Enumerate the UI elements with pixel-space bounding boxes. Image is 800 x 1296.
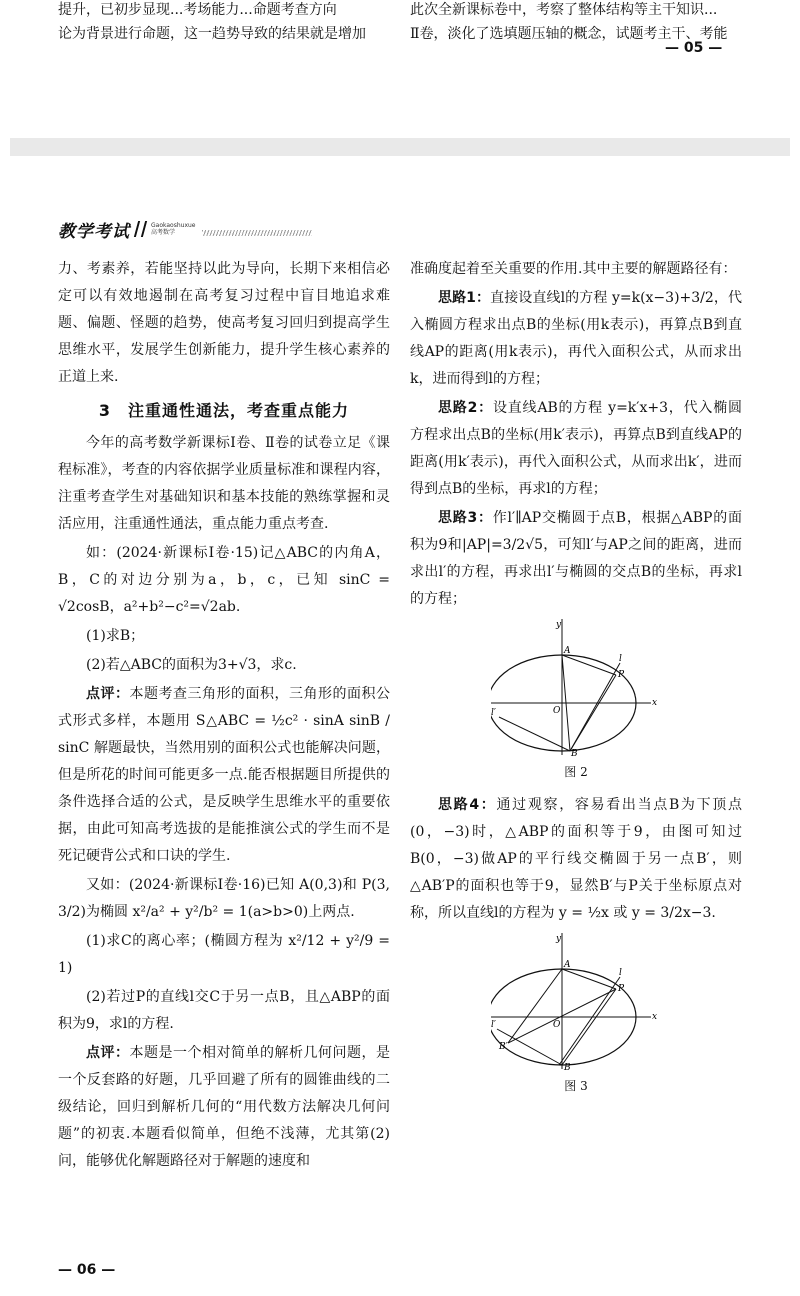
question-3: (1)求C的离心率；(椭圆方程为 x²/12 + y²/9 = 1) xyxy=(58,933,390,976)
figure-caption: 图 2 xyxy=(564,765,588,779)
approach-label: 思路1： xyxy=(438,290,491,306)
paragraph: 今年的高考数学新课标Ⅰ卷、Ⅱ卷的试卷立足《课程标准》，考查的内容依据学业质量标准和课程内容，注重考查学生对基础知识和基本技能的熟练掌握和灵活应用，注重通性通法，重点能力重点考查. xyxy=(58,435,390,532)
paragraph: 准确度起着至关重要的作用.其中主要的解题路径有： xyxy=(410,261,737,277)
figure-3 xyxy=(410,931,742,1100)
label-l-prime: l′ xyxy=(491,708,496,718)
comment-text: 本题是一个相对简单的解析几何问题，是一个反套路的好题，几乎回避了所有的圆锥曲线的二级结论，回归到解析几何的“用代数方法解决几何问题”的初衷.本题看似简单，但绝不浅薄，尤其第(2)问，能够优化解题路径对于解题的速度和 xyxy=(58,1045,390,1169)
segment-pb xyxy=(562,989,616,1065)
approach-text: 设直线AB的方程 y=k′x+3，代入椭圆方程求出点B的坐标(用k′表示)，再算点B到直线AP的距离(用k′表示)，再代入面积公式，从而求出k′，进而得到点B的坐标，再求l的方程； xyxy=(410,400,742,497)
separator-band xyxy=(10,138,790,156)
approach-2 xyxy=(410,395,742,503)
label-a: A xyxy=(564,646,571,656)
approach-label: 思路4： xyxy=(438,797,497,813)
line-l xyxy=(559,977,620,1065)
comment-label: 点评： xyxy=(86,1045,130,1061)
approach-text: 直接设直线l的方程 y=k(x−3)+3/2，代入椭圆方程求出点B的坐标(用k表示)，再算点B到直线AP的距离(用k表示)，再代入面积公式，从而求出k，进而得到l的方程； xyxy=(410,290,742,387)
label-l: l xyxy=(619,968,622,978)
comment-text: 本题考查三角形的面积，三角形的面积公式形式多样，本题用 S△ABC = ½c² · sinA sinB / sinC 解题 xyxy=(58,686,390,756)
approach-1 xyxy=(410,285,742,393)
approach-label: 思路3： xyxy=(438,510,493,526)
label-b: B xyxy=(564,1063,571,1071)
journal-header xyxy=(58,218,312,240)
example-2: 又如：(2024·新课标Ⅰ卷·16)已知 A(0,3)和 P(3, 3/2)为椭圆 x²/a² + y²/b² = 1(a>b>0)上两点. xyxy=(58,877,390,920)
ellipse-diagram-2 xyxy=(491,617,661,757)
paragraph: 力、考素养，若能坚持以此为导向，长期下来相信必定可以有效地遏制在高考复习过程中盲目地追求难题、偏题、怪题的趋势，使高考复习回归到提高学生思维水平，发展学生创新能力，提升学生核心素养的正道上来. xyxy=(58,261,390,385)
question-4: (2)若过P的直线l交C于另一点B，且△ABP的面积为9，求l的方程. xyxy=(58,989,390,1032)
comment-2 xyxy=(58,1040,390,1175)
comment-label: 点评： xyxy=(86,686,130,702)
prev-right-line: Ⅱ卷，淡化了选填题压轴的概念，试题考主干、考能 xyxy=(410,26,728,42)
approach-text: 作l′∥AP交椭圆于点B，根据△ABP的面积为9和|AP|=3/2√5，可知l′与AP之间的距离，进而求出l′的方程，再求出l′与椭圆的交点B的坐标，再求l的方程； xyxy=(410,510,742,607)
figure-caption: 图 3 xyxy=(564,1079,588,1093)
question-2: (2)若△ABC的面积为3+√3，求c. xyxy=(86,657,297,673)
label-y: y xyxy=(556,620,562,630)
journal-title xyxy=(58,217,130,242)
header-stripes xyxy=(202,230,312,236)
header-bars-icon xyxy=(134,221,147,237)
prev-right-line: 此次全新课标卷中，考察了整体结构等主干知识... xyxy=(410,2,718,18)
page-separator xyxy=(0,128,800,220)
segment-ab-prime xyxy=(508,969,562,1043)
subtitle-en: Gaokaoshuxue xyxy=(151,222,196,229)
label-a: A xyxy=(564,960,571,970)
section-heading: 3 注重通性通法，考查重点能力 xyxy=(98,401,350,420)
approach-label: 思路2： xyxy=(438,400,493,416)
approach-3 xyxy=(410,505,742,613)
previous-page-fragment xyxy=(0,0,800,60)
right-column xyxy=(410,256,742,1106)
approach-4 xyxy=(410,792,742,927)
left-column xyxy=(58,256,390,1177)
page-number-top: — 05 — xyxy=(665,40,723,56)
label-p: P xyxy=(618,984,625,994)
journal-title-text: 教学考试 xyxy=(58,221,130,242)
line-l-prime xyxy=(499,717,570,751)
figure-2 xyxy=(410,617,742,786)
label-y: y xyxy=(556,934,562,944)
label-x: x xyxy=(652,698,658,708)
label-x: x xyxy=(652,1012,658,1022)
approach-text: 通过观察，容易看出当点B为下顶点(0，−3)时，△ABP的面积等于9，由图可知过B(0，−3)做AP的平行线交椭圆于另一点B′，则△AB′P的面积也等于9，显然B′与P关于坐标原点对称，所以直线l的方程为 y = ½x 或 y = 3/2x−3. xyxy=(410,797,742,921)
label-b: B xyxy=(571,749,578,757)
prev-left-line: 提升，已初步显现...考场能力...命题考查方向 xyxy=(58,2,337,18)
page-number-bottom: — 06 — xyxy=(58,1262,116,1278)
ellipse-diagram-3 xyxy=(491,931,661,1071)
subtitle-cn: 高考数学 xyxy=(151,229,176,236)
prev-left-line: 论为背景进行命题，这一趋势导致的结果就是增加 xyxy=(58,26,366,42)
comment-1 xyxy=(58,681,390,870)
example-1: 如：(2024·新课标Ⅰ卷·15)记△ABC的内角A，B，C的对边分别为a，b，c，已知 sinC = √2cosB，a²+b²−c²=√2ab. xyxy=(58,545,390,615)
label-l: l xyxy=(619,654,622,664)
comment-text: 最快，当然用别的面积公式也能解决问题，但是所花的时间可能更多一点.能否根据题目所提供的条件选择合适的公式，是反映学生思维水平的重要依据，由此可知高考选拔的是能推演公式的学生而不是死记硬背公式和口诀的学生. xyxy=(58,740,391,864)
prev-left-column xyxy=(58,0,390,46)
label-p: P xyxy=(618,670,625,680)
journal-subtitle xyxy=(151,222,196,236)
label-b-prime: B′ xyxy=(499,1042,508,1052)
label-l-prime: l′ xyxy=(491,1020,496,1030)
question-1: (1)求B； xyxy=(86,628,145,644)
label-o: O xyxy=(553,1020,561,1030)
label-o: O xyxy=(553,706,561,716)
